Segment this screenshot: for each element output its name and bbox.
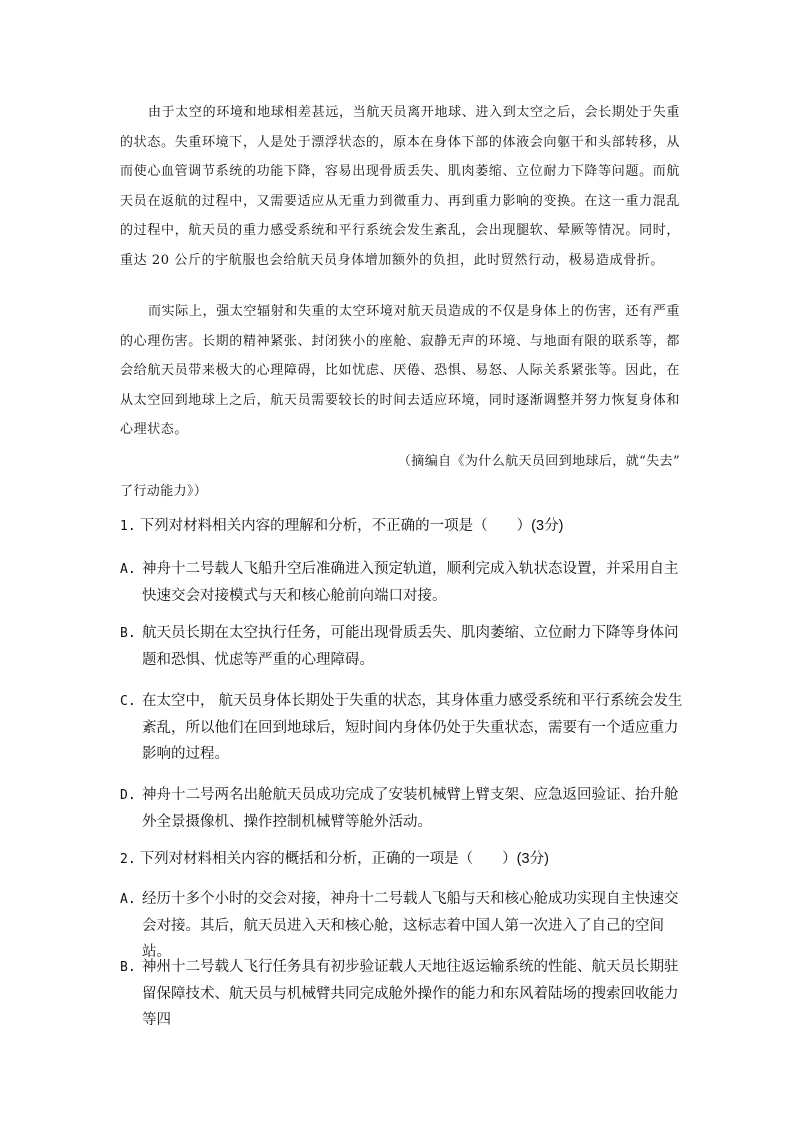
option-letter: A. bbox=[120, 892, 136, 907]
question-1-option-d bbox=[120, 782, 685, 835]
option-letter: B. bbox=[120, 960, 136, 975]
option-text: 航天员长期在太空执行任务，可能出现骨质丢失、肌肉萎缩、立位耐力下降等身体问题和恐惧、忧虑等严重的心理障碍。 bbox=[142, 625, 679, 668]
option-text: 神州十二号载人飞行任务具有初步验证载人天地往返运输系统的性能、航天员长期驻留保障技术、航天员与机械臂共同完成舱外操作的能力和东风着陆场的搜索回收能力等四 bbox=[142, 959, 679, 1028]
question-text: 下列对材料相关内容的概括和分析，正确的一项是（ ）(3分) bbox=[139, 851, 549, 867]
question-number: 2. bbox=[120, 852, 136, 867]
option-text: 经历十多个小时的交会对接，神舟十二号载人飞船与天和核心舱成功实现自主快速交会对接。其后，航天员进入天和核心舱，这标志着中国人第一次进入了自己的空间站。 bbox=[142, 891, 679, 960]
source-citation-line-1: （摘编自《为什么航天员回到地球后，就“失去” bbox=[397, 454, 680, 469]
question-1-stem bbox=[120, 513, 685, 540]
option-letter: C. bbox=[120, 694, 136, 709]
option-text: 神舟十二号两名出舱航天员成功完成了安装机械臂上臂支架、应急返回验证、抬升舱外全景摄像机、操作控制机械臂等舱外活动。 bbox=[142, 787, 679, 830]
question-2-option-b bbox=[120, 954, 685, 1033]
question-number: 1. bbox=[120, 519, 136, 534]
question-2-stem bbox=[120, 846, 685, 873]
passage-paragraph-1: 由于太空的环境和地球相差甚远，当航天员离开地球、进入到太空之后，会长期处于失重的状态。失重环境下，人是处于漂浮状态的，原本在身体下部的体液会向躯干和头部转移，从而使心血管调节系统的功能下降，容易出现骨质丢失、肌肉萎缩、立位耐力下降等问题。而航天员在返航的过程中，又需要适应从无重力到微重力、再到重力影响的变换。在这一重力混乱的过程中，航天员的重力感受系统和平行系统会发生紊乱，会出现腿软、晕厥等情况。同时，重达 20 公斤的宇航服也会给航天员身体增加额外的负担，此时贸然行动，极易造成骨折。 bbox=[120, 105, 680, 268]
option-letter: B. bbox=[120, 626, 136, 641]
question-1-option-b bbox=[120, 620, 685, 673]
question-text: 下列对材料相关内容的理解和分析，不正确的一项是（ ）(3分) bbox=[139, 518, 564, 534]
passage-paragraph-2: 而实际上，强太空辐射和失重的太空环境对航天员造成的不仅是身体上的伤害，还有严重的心理伤害。长期的精神紧张、封闭狭小的座舱、寂静无声的环境、与地面有限的联系等，都会给航天员带来极大的心理障碍，比如忧虑、厌倦、恐惧、易怒、人际关系紧张等。因此，在从太空回到地球上之后，航天员需要较长的时间去适应环境，同时逐渐调整并努力恢复身体和心理状态。 bbox=[120, 304, 680, 437]
option-text: 神舟十二号载人飞船升空后准确进入预定轨道，顺利完成入轨状态设置，并采用自主快速交会对接模式与天和核心舱前向端口对接。 bbox=[142, 561, 679, 604]
option-text: 在太空中， 航天员身体长期处于失重的状态，其身体重力感受系统和平行系统会发生紊乱，所以他们在回到地球后，短时间内身体仍处于失重状态，需要有一个适应重力影响的过程。 bbox=[142, 693, 683, 762]
option-letter: D. bbox=[120, 788, 136, 803]
option-letter: A. bbox=[120, 562, 136, 577]
source-citation bbox=[120, 447, 680, 506]
source-citation-line-2: 了行动能力》） bbox=[120, 483, 208, 499]
question-1-option-c bbox=[120, 688, 685, 767]
question-1-option-a bbox=[120, 556, 685, 609]
